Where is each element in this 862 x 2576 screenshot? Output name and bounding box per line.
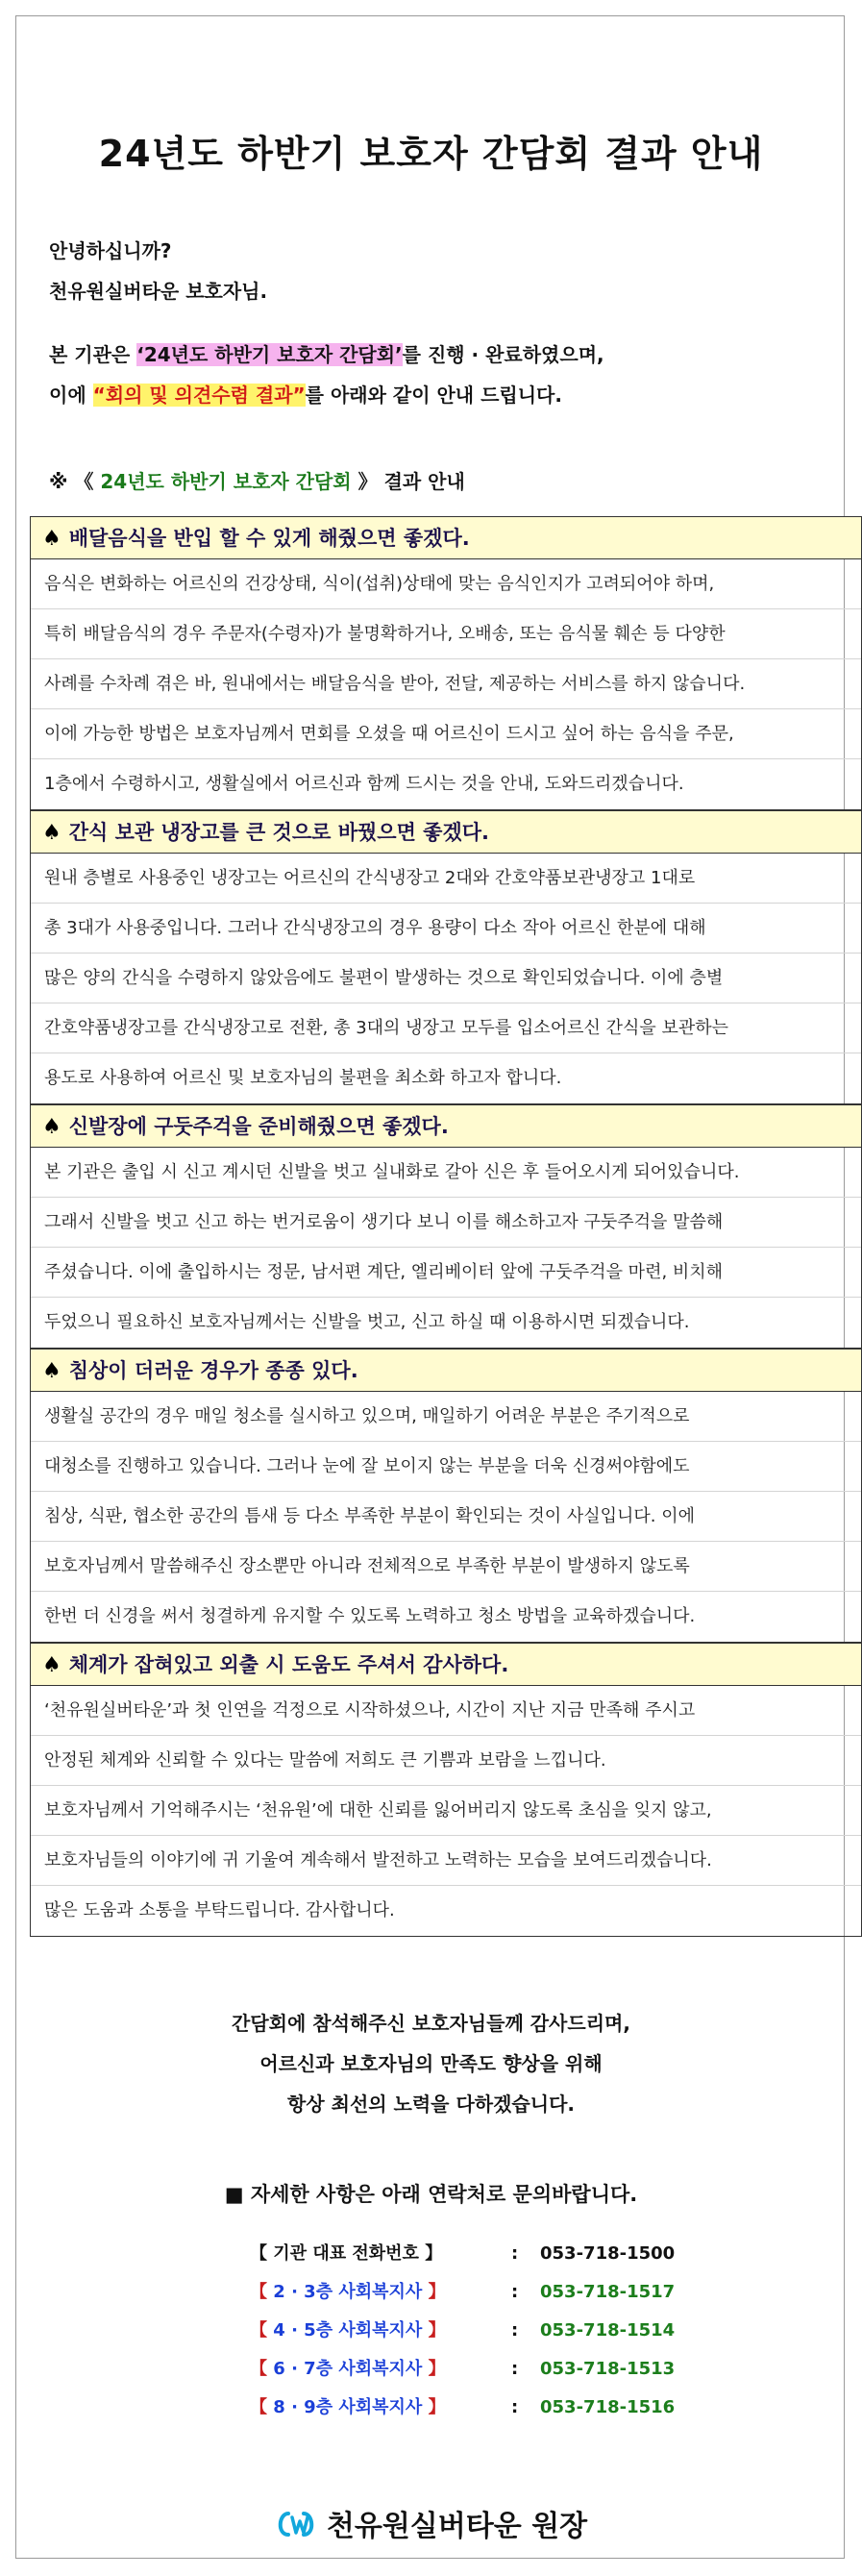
bracket-open: 《 — [74, 470, 94, 493]
section-line: 많은 양의 간식을 수령하지 않았음에도 불편이 발생하는 것으로 확인되었습니다. 이에 층별 — [31, 954, 861, 1003]
section-heading — [31, 1350, 861, 1392]
section-heading-text: 배달음식을 반입 할 수 있게 해줬으면 좋겠다. — [68, 527, 470, 550]
section-heading-text: 침상이 더러운 경우가 종종 있다. — [68, 1359, 358, 1382]
contact-colon: : — [511, 2397, 519, 2417]
contact-label: 6 · 7층 사회복지사 — [273, 2359, 423, 2379]
section-line: 음식은 변화하는 어르신의 건강상태, 식이(섭취)상태에 맞는 음식인지가 고려되어야 하며, — [31, 559, 861, 609]
spade-icon: ♠ — [42, 1359, 62, 1383]
section-bed-cleanliness — [30, 1349, 862, 1643]
results-subheading — [49, 466, 465, 494]
section-snack-fridge — [30, 810, 862, 1104]
section-line: 그래서 신발을 벗고 신고 하는 번거로움이 생기다 보니 이를 해소하고자 구둣주걱을 말씀해 — [31, 1198, 861, 1248]
intro-line-2-pre: 이에 — [49, 384, 93, 407]
footer-text: 천유원실버타운 원장 — [326, 2510, 588, 2543]
section-line: 한번 더 신경을 써서 청결하게 유지할 수 있도록 노력하고 청소 방법을 교육하겠습니다. — [44, 1606, 696, 1626]
bracket-open: 【 — [250, 2243, 267, 2264]
contact-label: 8 · 9층 사회복지사 — [273, 2397, 423, 2417]
greeting-line-1: 안녕하십니까? — [49, 239, 172, 262]
contact-label: 2 · 3층 사회복지사 — [273, 2282, 423, 2302]
section-line: 많은 도움과 소통을 부탁드립니다. 감사합니다. — [44, 1900, 395, 1920]
bracket-close: 】 — [428, 2359, 446, 2379]
bracket-open: 【 — [250, 2359, 267, 2379]
closing-line-1: 간담회에 참석해주신 보호자님들께 감사드리며, — [232, 2012, 630, 2035]
spade-icon: ♠ — [42, 527, 62, 551]
document-frame — [15, 15, 845, 2559]
intro-highlight-event: ‘24년도 하반기 보호자 간담회’ — [136, 343, 403, 366]
section-line: 원내 층별로 사용중인 냉장고는 어르신의 간식냉장고 2대와 간호약품보관냉장고 1대로 — [31, 854, 861, 904]
intro-highlight-result: “회의 및 의견수렴 결과” — [92, 384, 306, 407]
contact-phone: 053-718-1516 — [540, 2397, 676, 2417]
page-title: 24년도 하반기 보호자 간담회 결과 안내 — [98, 133, 764, 175]
section-heading — [31, 517, 861, 559]
section-thanks — [30, 1643, 862, 1937]
bracket-open: 【 — [250, 2397, 267, 2417]
section-line: 총 3대가 사용중입니다. 그러나 간식냉장고의 경우 용량이 다소 작아 어르신 한분에 대해 — [31, 904, 861, 954]
contact-label: 4 · 5층 사회복지사 — [273, 2320, 423, 2341]
contact-title: ■ 자세한 사항은 아래 연락처로 문의바랍니다. — [224, 2183, 638, 2206]
closing-line-3: 항상 최선의 노력을 다하겠습니다. — [287, 2093, 575, 2116]
section-shoehorn — [30, 1104, 862, 1349]
section-line: 특히 배달음식의 경우 주문자(수령자)가 불명확하거나, 오배송, 또는 음식물 훼손 등 다양한 — [31, 609, 861, 659]
section-line: 보호자님들의 이야기에 귀 기울여 계속해서 발전하고 노력하는 모습을 보여드리겠습니다. — [31, 1836, 861, 1886]
section-heading-text: 간식 보관 냉장고를 큰 것으로 바꿨으면 좋겠다. — [68, 821, 490, 844]
subheading-rest: 결과 안내 — [383, 470, 465, 493]
section-line: 침상, 식판, 협소한 공간의 틈새 등 다소 부족한 부분이 확인되는 것이 사실입니다. 이에 — [31, 1492, 861, 1542]
section-line: ‘천유원실버타운’과 첫 인연을 걱정으로 시작하셨으나, 시간이 지난 지금 만족해 주시고 — [31, 1686, 861, 1736]
section-heading — [31, 811, 861, 854]
closing-line-2: 어르신과 보호자님의 만족도 향상을 위해 — [259, 2052, 603, 2075]
contact-phone: 053-718-1500 — [540, 2243, 676, 2264]
section-heading-text: 신발장에 구둣주걱을 준비해줬으면 좋겠다. — [68, 1115, 449, 1138]
contact-row-floor-4-5 — [250, 2316, 675, 2341]
intro-line-2 — [49, 380, 562, 408]
bracket-close: 】 — [425, 2243, 443, 2264]
intro-line-1-pre: 본 기관은 — [49, 343, 137, 366]
intro-line-1 — [49, 339, 604, 367]
section-line: 두었으니 필요하신 보호자님께서는 신발을 벗고, 신고 하실 때 이용하시면 되겠습니다. — [44, 1312, 690, 1332]
contact-row-floor-6-7 — [250, 2355, 675, 2380]
contact-phone: 053-718-1514 — [540, 2320, 676, 2341]
contact-colon: : — [511, 2320, 519, 2341]
bracket-open: 【 — [250, 2282, 267, 2302]
subheading-event-name: 24년도 하반기 보호자 간담회 — [100, 470, 352, 493]
contact-phone: 053-718-1513 — [540, 2359, 676, 2379]
section-line: 이에 가능한 방법은 보호자님께서 면회를 오셨을 때 어르신이 드시고 싶어 하는 음식을 주문, — [31, 709, 861, 759]
section-line: 생활실 공간의 경우 매일 청소를 실시하고 있으며, 매일하기 어려운 부분은 주기적으로 — [31, 1392, 861, 1442]
spade-icon: ♠ — [42, 821, 62, 845]
section-line: 대청소를 진행하고 있습니다. 그러나 눈에 잘 보이지 않는 부분을 더욱 신경써야함에도 — [31, 1442, 861, 1492]
section-line: 안정된 체계와 신뢰할 수 있다는 말씀에 저희도 큰 기쁨과 보람을 느낍니다. — [31, 1736, 861, 1786]
section-line: 본 기관은 출입 시 신고 계시던 신발을 벗고 실내화로 갈아 신은 후 들어오시게 되어있습니다. — [31, 1148, 861, 1198]
bracket-close: 》 — [357, 470, 378, 493]
contact-colon: : — [511, 2282, 519, 2302]
contact-row-main — [250, 2240, 675, 2265]
section-line: 용도로 사용하여 어르신 및 보호자님의 불편을 최소화 하고자 합니다. — [44, 1068, 562, 1088]
intro-line-2-post: 를 아래와 같이 안내 드립니다. — [305, 384, 562, 407]
greeting-line-2: 천유원실버타운 보호자님. — [49, 280, 268, 303]
note-mark: ※ — [49, 470, 68, 493]
contact-colon: : — [511, 2243, 519, 2264]
section-line: 주셨습니다. 이에 출입하시는 정문, 남서편 계단, 엘리베이터 앞에 구둣주걱을 마련, 비치해 — [31, 1248, 861, 1298]
spade-icon: ♠ — [42, 1653, 62, 1677]
intro-line-1-post: 를 진행 · 완료하였으며, — [402, 343, 604, 366]
bracket-open: 【 — [250, 2320, 267, 2341]
contact-label: 기관 대표 전화번호 — [273, 2243, 419, 2264]
signature-footer — [16, 2502, 846, 2546]
contact-colon: : — [511, 2359, 519, 2379]
section-line: 보호자님께서 말씀해주신 장소뿐만 아니라 전체적으로 부족한 부분이 발생하지 않도록 — [31, 1542, 861, 1592]
section-heading — [31, 1644, 861, 1686]
cw-logo-icon — [275, 2510, 317, 2546]
section-heading-text: 체계가 잡혀있고 외출 시 도움도 주셔서 감사하다. — [68, 1653, 509, 1676]
bracket-close: 】 — [428, 2282, 446, 2302]
contact-row-floor-8-9 — [250, 2393, 675, 2418]
section-line: 보호자님께서 기억해주시는 ‘천유원’에 대한 신뢰를 잃어버리지 않도록 초심을 잊지 않고, — [31, 1786, 861, 1836]
bracket-close: 】 — [428, 2397, 446, 2417]
bracket-close: 】 — [428, 2320, 446, 2341]
section-line: 간호약품냉장고를 간식냉장고로 전환, 총 3대의 냉장고 모두를 입소어르신 간식을 보관하는 — [31, 1003, 861, 1053]
contact-phone: 053-718-1517 — [540, 2282, 676, 2302]
section-line: 1층에서 수령하시고, 생활실에서 어르신과 함께 드시는 것을 안내, 도와드리겠습니다. — [44, 774, 684, 794]
contact-row-floor-2-3 — [250, 2278, 675, 2303]
section-line: 사례를 수차례 겪은 바, 원내에서는 배달음식을 받아, 전달, 제공하는 서비스를 하지 않습니다. — [31, 659, 861, 709]
spade-icon: ♠ — [42, 1115, 62, 1139]
section-heading — [31, 1105, 861, 1148]
section-delivery-food — [30, 516, 862, 810]
